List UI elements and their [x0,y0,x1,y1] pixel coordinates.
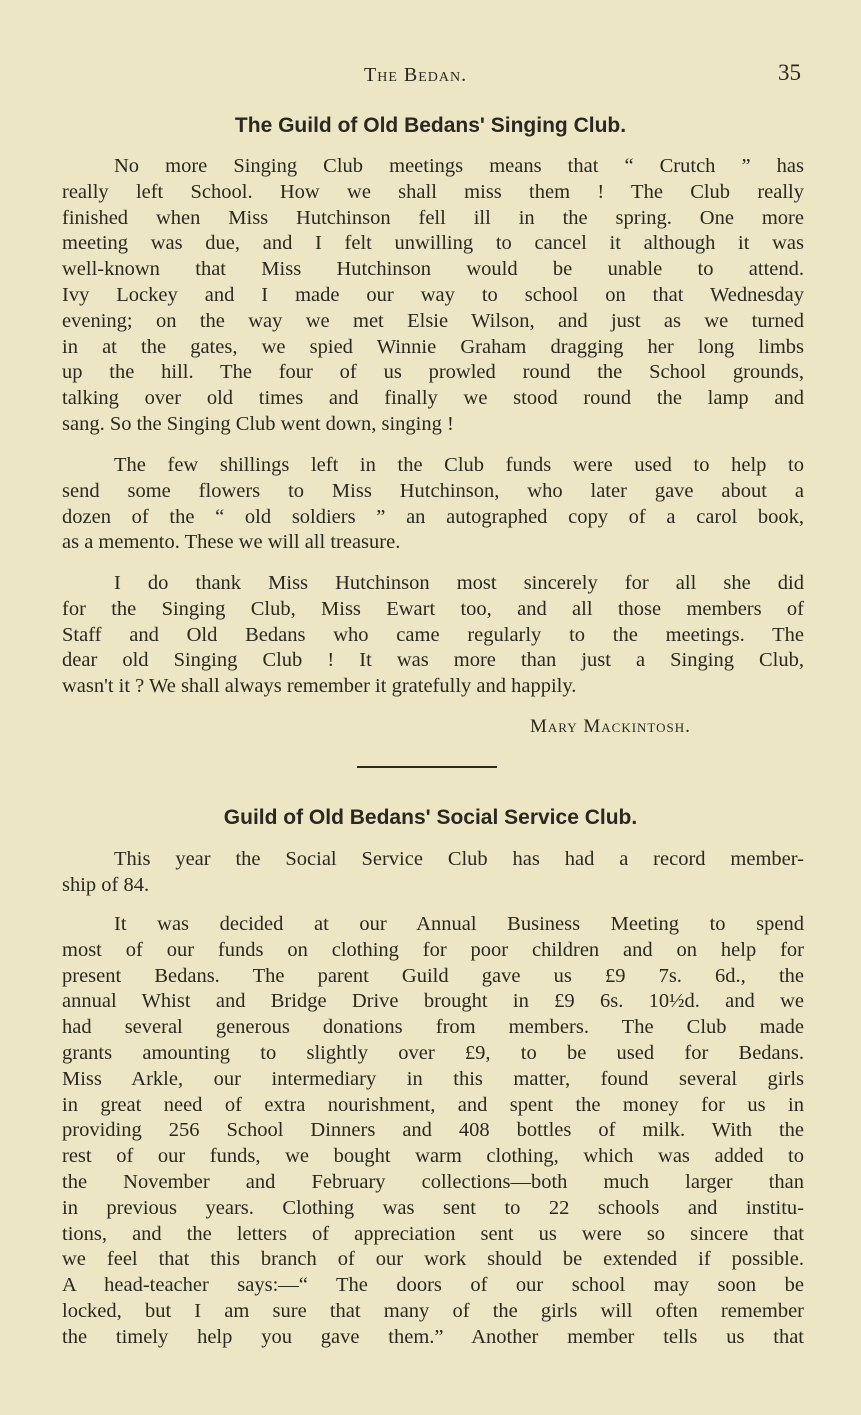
text-line: for the Singing Club, Miss Ewart too, and all those members of [62,597,804,620]
social-service-club-heading: Guild of Old Bedans' Social Service Club. [223,806,638,829]
section-divider [357,766,497,768]
text-line: locked, but I am sure that many of the girls will often remember [62,1299,804,1322]
text-line: dear old Singing Club ! It was more than just a Singing Club, [62,649,804,672]
text-line: I do thank Miss Hutchinson most sincerely for all she did [114,572,804,594]
text-line: talking over old times and finally we stood round the lamp and [62,387,804,410]
text-line: the November and February collections—both much larger than [62,1170,804,1193]
text-line: Miss Arkle, our intermediary in this matter, found several girls [62,1067,804,1090]
singing-club-paragraph-1 [62,154,804,438]
text-line: Ivy Lockey and I made our way to school on that Wednesday [62,283,804,306]
social-service-paragraph-2 [62,912,804,1351]
text-line: annual Whist and Bridge Drive brought in £9 6s. 10½d. and we [62,990,804,1013]
text-line: in at the gates, we spied Winnie Graham dragging her long limbs [62,335,804,358]
text-line: wasn't it ? We shall always remember it gratefully and happily. [62,675,577,698]
text-line: had several generous donations from members. The Club made [62,1016,804,1039]
text-line: the timely help you gave them.” Another member tells us that [62,1325,804,1348]
text-line: sang. So the Singing Club went down, singing ! [62,412,454,435]
signature: Mary Mackintosh. [530,716,691,737]
text-line: we feel that this branch of our work should be extended if possible. [62,1248,804,1271]
text-line: finished when Miss Hutchinson fell ill in the spring. One more [62,206,804,229]
text-line: send some flowers to Miss Hutchinson, who later gave about a [62,479,804,502]
text-line: in previous years. Clothing was sent to 22 schools and institu- [62,1196,804,1219]
text-line: dozen of the “ old soldiers ” an autographed copy of a carol book, [62,505,804,528]
text-line: well-known that Miss Hutchinson would be unable to attend. [62,258,804,281]
singing-club-heading: The Guild of Old Bedans' Singing Club. [234,114,627,137]
text-line: evening; on the way we met Elsie Wilson, and just as we turned [62,309,804,332]
singing-club-paragraph-2 [62,453,804,556]
page-number: 35 [778,60,801,85]
text-line: tions, and the letters of appreciation sent us were so sincere that [62,1222,804,1245]
text-line: present Bedans. The parent Guild gave us £9 7s. 6d., the [62,964,804,987]
text-line: This year the Social Service Club has had a record member- [114,848,804,870]
text-line: It was decided at our Annual Business Meeting to spend [114,913,804,935]
text-line: meeting was due, and I felt unwilling to cancel it although it was [62,232,804,255]
text-line: A head-teacher says:—“ The doors of our school may soon be [62,1274,804,1297]
running-title: The Bedan. [364,64,468,86]
running-header [0,60,861,90]
text-line: in great need of extra nourishment, and spent the money for us in [62,1093,804,1116]
text-line: The few shillings left in the Club funds were used to help to [114,454,804,476]
text-line: ship of 84. [62,873,150,896]
text-line: grants amounting to slightly over £9, to be used for Bedans. [62,1041,804,1064]
text-line: providing 256 School Dinners and 408 bottles of milk. With the [62,1119,804,1142]
singing-club-paragraph-3 [62,571,804,700]
text-line: rest of our funds, we bought warm clothing, which was added to [62,1145,804,1168]
text-line: No more Singing Club meetings means that “ Crutch ” has [114,155,804,177]
text-line: up the hill. The four of us prowled round the School grounds, [62,361,804,384]
text-line: as a memento. These we will all treasure. [62,531,401,554]
social-service-paragraph-1 [62,847,804,899]
text-line: Staff and Old Bedans who came regularly to the meetings. The [62,623,804,646]
text-line: really left School. How we shall miss them ! The Club really [62,180,804,203]
text-line: most of our funds on clothing for poor children and on help for [62,938,804,961]
